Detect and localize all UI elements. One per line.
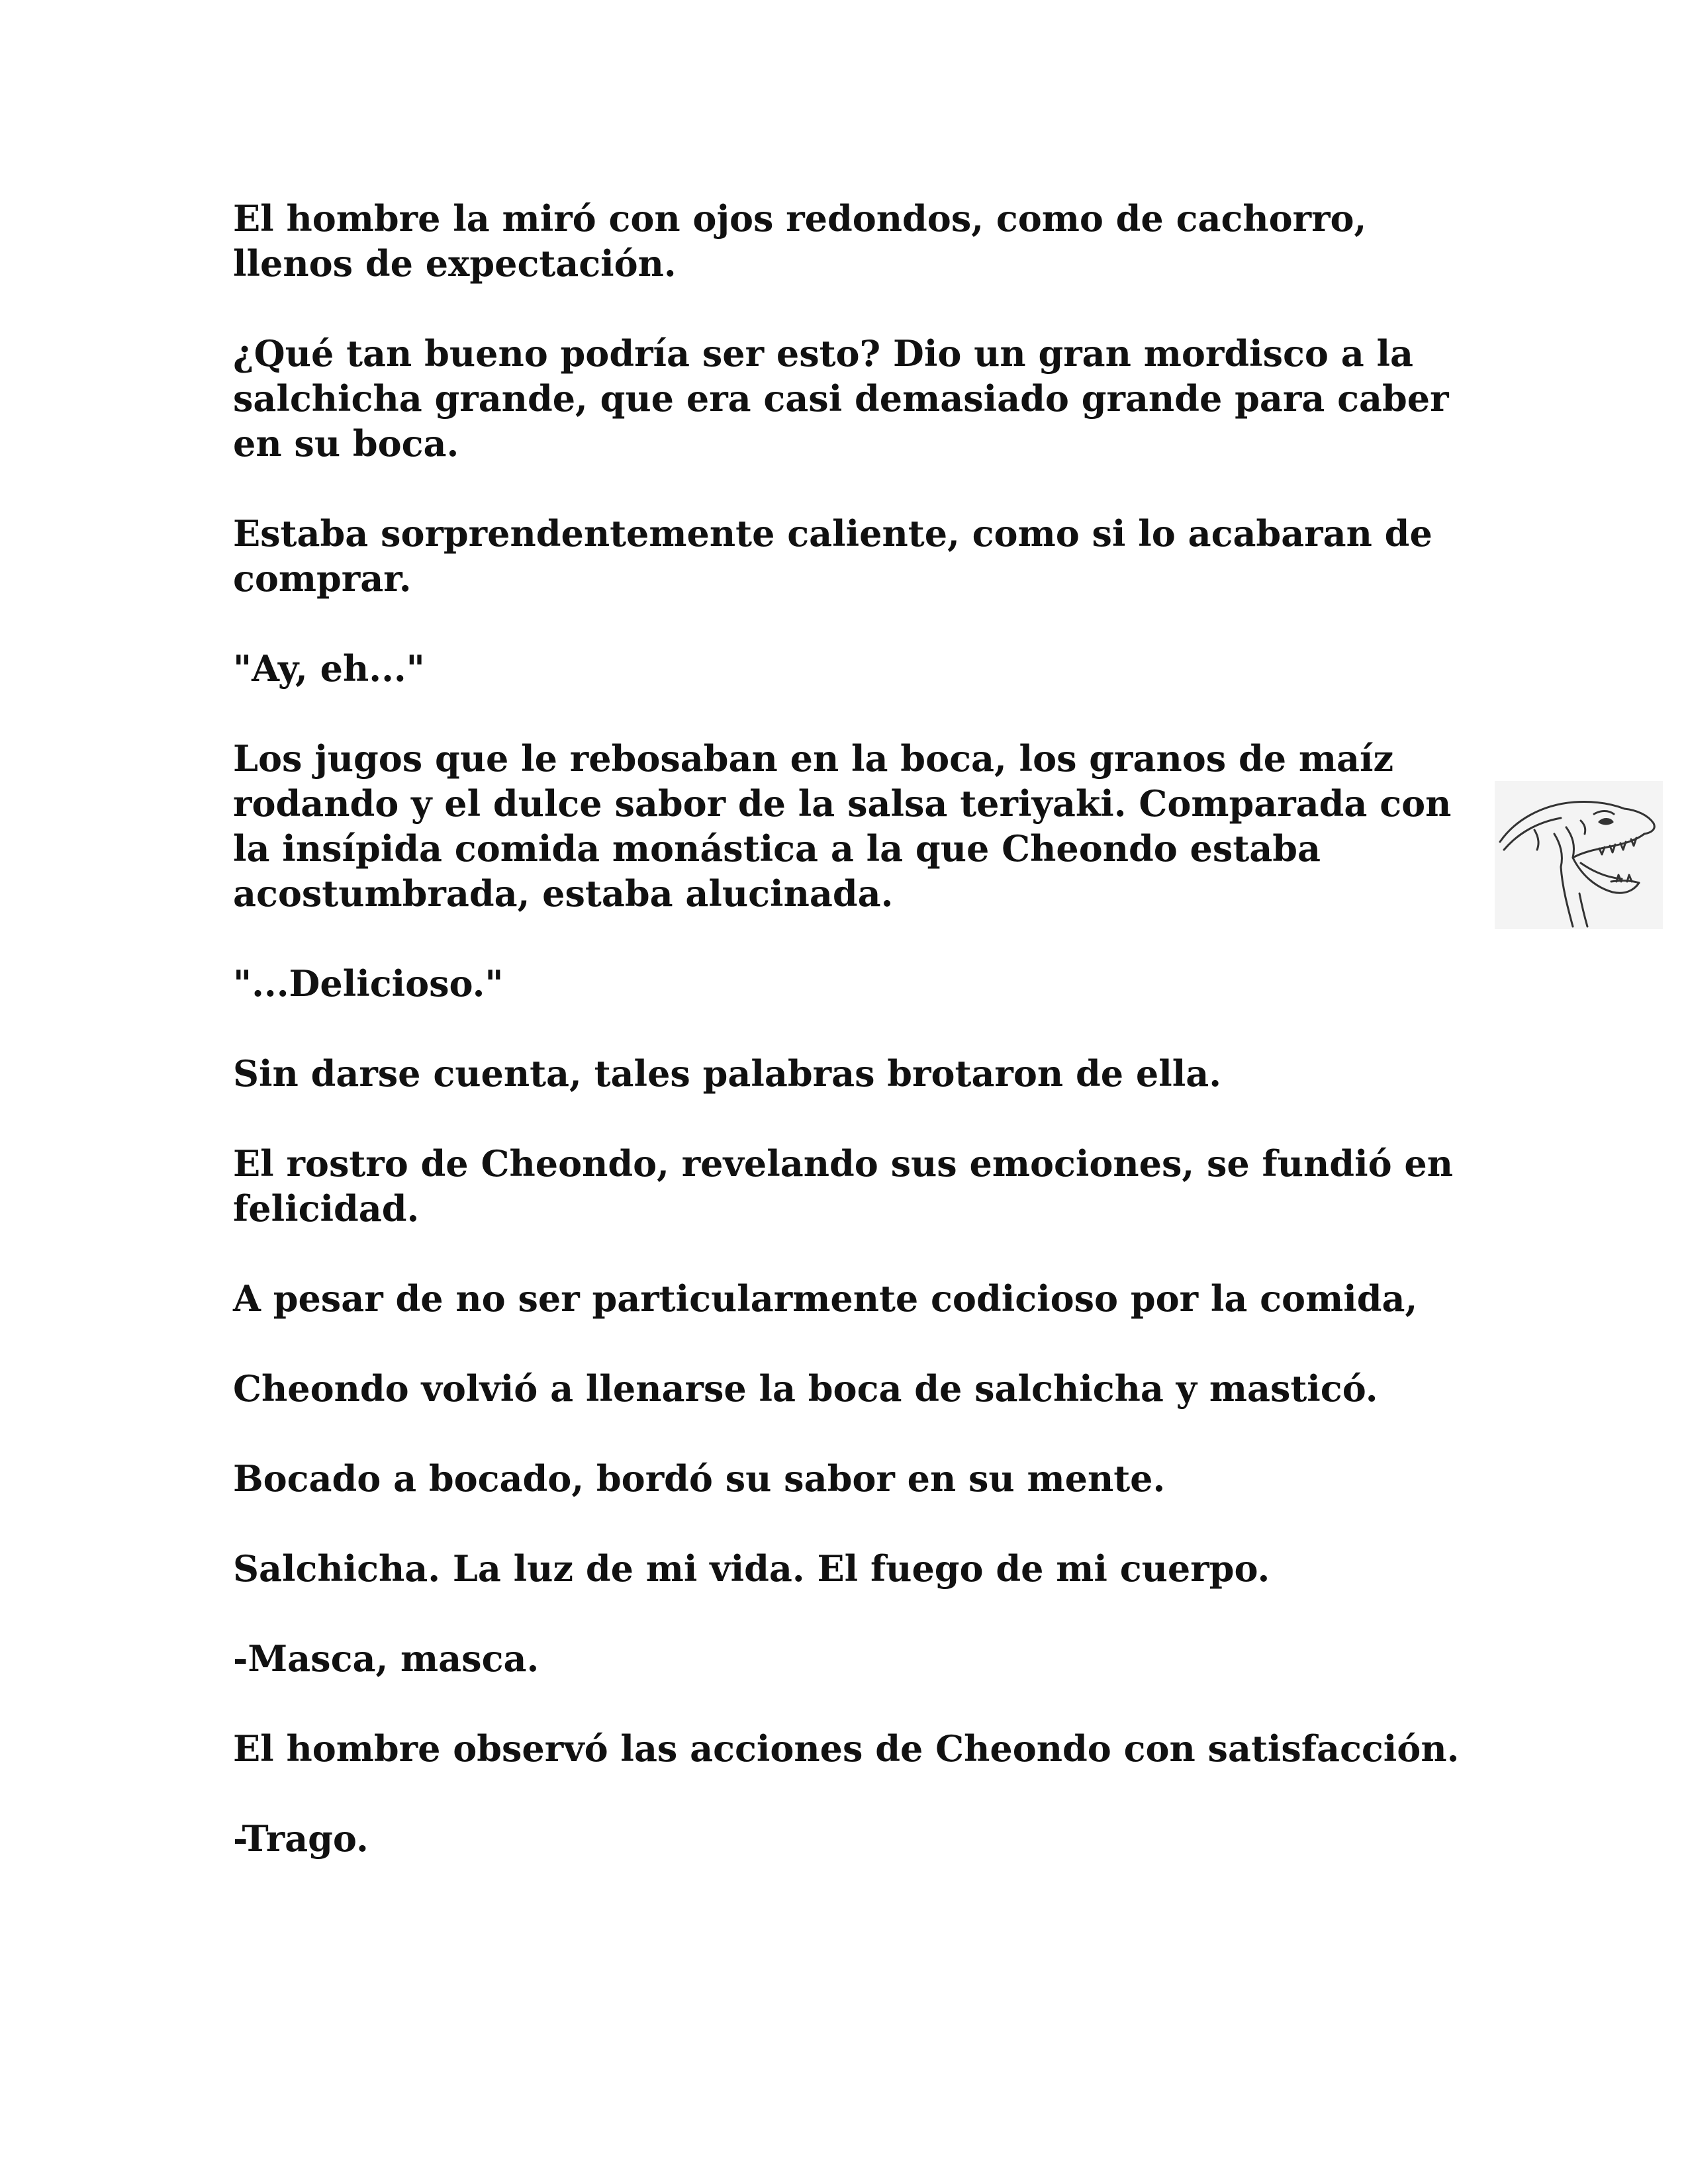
paragraph: El hombre la miró con ojos redondos, como de cachorro, llenos de expectación. bbox=[233, 197, 1367, 285]
paragraph: ¿Qué tan bueno podría ser esto? Dio un gran mordisco a la salchicha grande, que era casi demasiado grande para caber en su boca. bbox=[233, 332, 1449, 465]
paragraph: "Ay, eh..." bbox=[233, 647, 425, 690]
paragraph: Sin darse cuenta, tales palabras brotaron de ella. bbox=[233, 1052, 1222, 1095]
paragraph: Salchicha. La luz de mi vida. El fuego de mi cuerpo. bbox=[233, 1547, 1270, 1590]
paragraph: "...Delicioso." bbox=[233, 962, 504, 1005]
dinosaur-head-sketch-icon bbox=[1495, 781, 1663, 929]
body-text bbox=[233, 196, 1464, 1861]
paragraph: Los jugos que le rebosaban en la boca, los granos de maíz rodando y el dulce sabor de la salsa teriyaki. Comparada con la insípida comida monástica a la que Cheondo estaba acostumbrada, estaba alucinada. bbox=[233, 737, 1452, 915]
paragraph: -Masca, masca. bbox=[233, 1637, 539, 1680]
paragraph: Bocado a bocado, bordó su sabor en su mente. bbox=[233, 1457, 1166, 1500]
paragraph: El rostro de Cheondo, revelando sus emociones, se fundió en felicidad. bbox=[233, 1142, 1454, 1230]
paragraph: Estaba sorprendentemente caliente, como si lo acabaran de comprar. bbox=[233, 512, 1432, 600]
paragraph: -Trago. bbox=[233, 1817, 369, 1860]
paragraph: Cheondo volvió a llenarse la boca de salchicha y masticó. bbox=[233, 1367, 1378, 1410]
paragraph: El hombre observó las acciones de Cheondo con satisfacción. bbox=[233, 1727, 1460, 1770]
paragraph: A pesar de no ser particularmente codicioso por la comida, bbox=[233, 1277, 1418, 1320]
